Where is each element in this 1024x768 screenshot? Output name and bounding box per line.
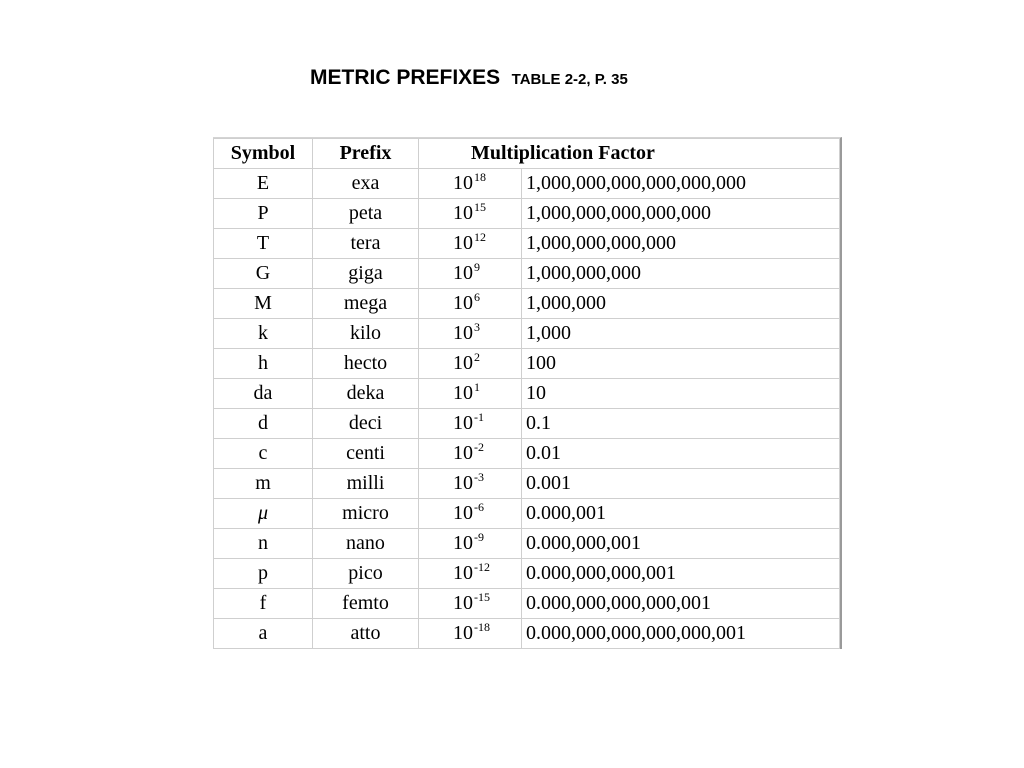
cell-prefix: hecto — [313, 349, 419, 379]
page-title — [310, 66, 628, 90]
table-row — [214, 469, 840, 499]
cell-factor-value: 0.000,001 — [522, 499, 840, 529]
cell-prefix: deka — [313, 379, 419, 409]
cell-power — [419, 499, 522, 529]
cell-prefix: kilo — [313, 319, 419, 349]
power-exponent: -1 — [474, 410, 484, 424]
power-base: 10 — [453, 172, 473, 194]
table-row — [214, 559, 840, 589]
cell-factor-value: 0.01 — [522, 439, 840, 469]
cell-power — [419, 619, 522, 649]
cell-factor-value: 1,000,000 — [522, 289, 840, 319]
power-exponent: -3 — [474, 470, 484, 484]
cell-symbol: E — [214, 169, 313, 199]
title-reference: TABLE 2-2, P. 35 — [511, 71, 628, 88]
power-base: 10 — [453, 202, 473, 224]
table-header-row — [214, 139, 840, 169]
power-base: 10 — [453, 352, 473, 374]
cell-prefix: giga — [313, 259, 419, 289]
power-base: 10 — [453, 322, 473, 344]
cell-prefix: peta — [313, 199, 419, 229]
cell-power — [419, 589, 522, 619]
cell-symbol: μ — [214, 499, 313, 529]
table-row — [214, 289, 840, 319]
cell-symbol: M — [214, 289, 313, 319]
cell-power — [419, 319, 522, 349]
power-base: 10 — [453, 232, 473, 254]
table-row — [214, 169, 840, 199]
power-base: 10 — [453, 472, 473, 494]
cell-symbol: P — [214, 199, 313, 229]
cell-symbol: T — [214, 229, 313, 259]
cell-prefix: deci — [313, 409, 419, 439]
table-row — [214, 499, 840, 529]
power-exponent: 3 — [474, 320, 480, 334]
cell-prefix: pico — [313, 559, 419, 589]
power-exponent: -15 — [474, 590, 490, 604]
cell-power — [419, 199, 522, 229]
power-base: 10 — [453, 562, 473, 584]
prefix-table-container — [213, 137, 842, 649]
cell-symbol: k — [214, 319, 313, 349]
cell-power — [419, 529, 522, 559]
cell-symbol: c — [214, 439, 313, 469]
table-row — [214, 379, 840, 409]
cell-prefix: centi — [313, 439, 419, 469]
power-base: 10 — [453, 592, 473, 614]
power-exponent: 15 — [474, 200, 486, 214]
power-exponent: 9 — [474, 260, 480, 274]
power-exponent: 1 — [474, 380, 480, 394]
cell-factor-value: 0.000,000,000,000,001 — [522, 589, 840, 619]
power-base: 10 — [453, 532, 473, 554]
power-exponent: 12 — [474, 230, 486, 244]
cell-power — [419, 259, 522, 289]
power-exponent: 2 — [474, 350, 480, 364]
power-exponent: -12 — [474, 560, 490, 574]
power-exponent: -9 — [474, 530, 484, 544]
cell-factor-value: 100 — [522, 349, 840, 379]
cell-factor-value: 0.001 — [522, 469, 840, 499]
header-multiplication-factor: Multiplication Factor — [419, 139, 840, 169]
cell-prefix: nano — [313, 529, 419, 559]
power-base: 10 — [453, 622, 473, 644]
cell-prefix: tera — [313, 229, 419, 259]
table-row — [214, 529, 840, 559]
cell-power — [419, 349, 522, 379]
power-base: 10 — [453, 382, 473, 404]
power-base: 10 — [453, 502, 473, 524]
cell-power — [419, 229, 522, 259]
cell-factor-value: 1,000 — [522, 319, 840, 349]
table-row — [214, 409, 840, 439]
table-row — [214, 439, 840, 469]
cell-prefix: milli — [313, 469, 419, 499]
cell-power — [419, 289, 522, 319]
cell-prefix: atto — [313, 619, 419, 649]
cell-power — [419, 169, 522, 199]
metric-prefix-table — [213, 138, 840, 649]
cell-power — [419, 469, 522, 499]
power-exponent: -6 — [474, 500, 484, 514]
cell-factor-value: 10 — [522, 379, 840, 409]
cell-symbol: h — [214, 349, 313, 379]
cell-symbol: p — [214, 559, 313, 589]
cell-factor-value: 1,000,000,000,000,000 — [522, 199, 840, 229]
cell-factor-value: 0.000,000,000,000,000,001 — [522, 619, 840, 649]
power-exponent: -18 — [474, 620, 490, 634]
cell-symbol: f — [214, 589, 313, 619]
table-row — [214, 589, 840, 619]
table-row — [214, 229, 840, 259]
table-row — [214, 259, 840, 289]
cell-factor-value: 1,000,000,000,000 — [522, 229, 840, 259]
table-row — [214, 619, 840, 649]
header-symbol: Symbol — [214, 139, 313, 169]
cell-prefix: exa — [313, 169, 419, 199]
cell-factor-value: 0.1 — [522, 409, 840, 439]
cell-factor-value: 0.000,000,001 — [522, 529, 840, 559]
cell-prefix: mega — [313, 289, 419, 319]
cell-symbol: da — [214, 379, 313, 409]
power-exponent: -2 — [474, 440, 484, 454]
cell-factor-value: 1,000,000,000 — [522, 259, 840, 289]
power-base: 10 — [453, 412, 473, 434]
cell-power — [419, 559, 522, 589]
title-main: METRIC PREFIXES — [310, 66, 501, 89]
power-exponent: 18 — [474, 170, 486, 184]
table-row — [214, 349, 840, 379]
cell-power — [419, 379, 522, 409]
cell-symbol: m — [214, 469, 313, 499]
power-base: 10 — [453, 292, 473, 314]
cell-symbol: d — [214, 409, 313, 439]
cell-prefix: femto — [313, 589, 419, 619]
cell-symbol: G — [214, 259, 313, 289]
table-row — [214, 199, 840, 229]
cell-factor-value: 0.000,000,000,001 — [522, 559, 840, 589]
power-base: 10 — [453, 262, 473, 284]
cell-symbol: a — [214, 619, 313, 649]
cell-symbol: n — [214, 529, 313, 559]
power-exponent: 6 — [474, 290, 480, 304]
cell-power — [419, 439, 522, 469]
cell-factor-value: 1,000,000,000,000,000,000 — [522, 169, 840, 199]
cell-prefix: micro — [313, 499, 419, 529]
header-prefix: Prefix — [313, 139, 419, 169]
cell-power — [419, 409, 522, 439]
power-base: 10 — [453, 442, 473, 464]
table-row — [214, 319, 840, 349]
